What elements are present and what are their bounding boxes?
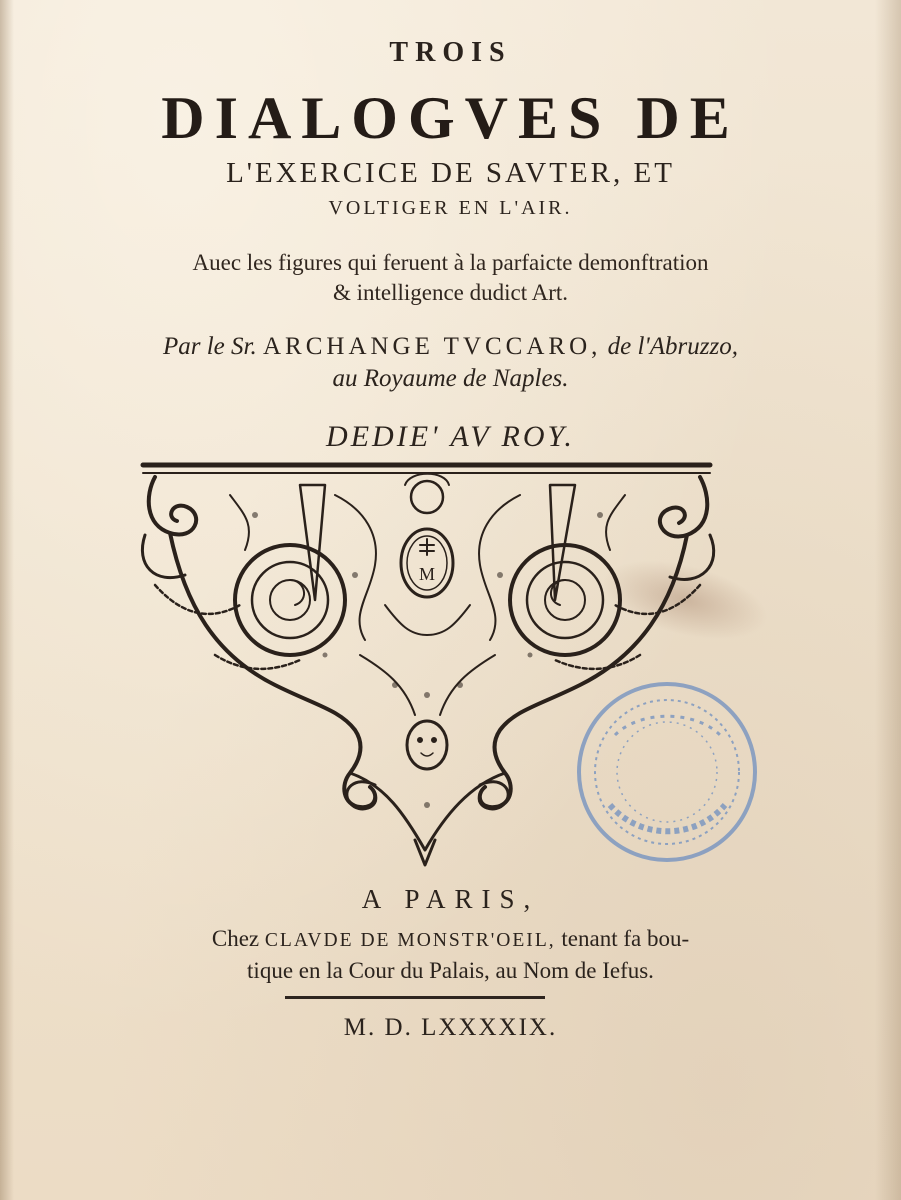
publisher-prefix: Chez [211,926,260,951]
author-suffix: de l'Abruzzo, [607,333,738,360]
title-line-voltiger: VOLTIGER EN L'AIR. [328,197,573,219]
divider-rule [285,996,545,999]
imprint-address: tique en la Cour du Palais, au Nom de Iefus. [247,958,654,983]
author-origin: au Royaume de Naples. [332,365,569,392]
subtitle-line-1: Auec les figures qui feruent à la parfaicte demonftration [192,250,709,275]
title-line-exercice: L'EXERCICE DE SAVTER, ET [226,157,675,189]
title-line-dialogues: DIALOGVES DE [161,85,740,151]
ornament-monogram: M [418,564,436,584]
publisher-name: CLAVDE DE MONSTR'OEIL, [264,930,556,951]
author-prefix: Par le Sr. [162,333,257,360]
author-line [0,333,901,361]
imprint-publisher [0,926,901,952]
imprint-year: M. D. LXXXXIX. [343,1014,558,1041]
author-name: ARCHANGE TVCCARO, [262,333,602,360]
library-stamp [570,675,765,870]
title-line-trois: TROIS [389,37,512,68]
publisher-suffix: tenant fa bou- [561,926,690,951]
subtitle-line-2: & intelligence dudict Art. [332,280,569,305]
imprint-city: A PARIS, [361,884,540,914]
dedication: DEDIE' AV ROY. [326,420,575,453]
